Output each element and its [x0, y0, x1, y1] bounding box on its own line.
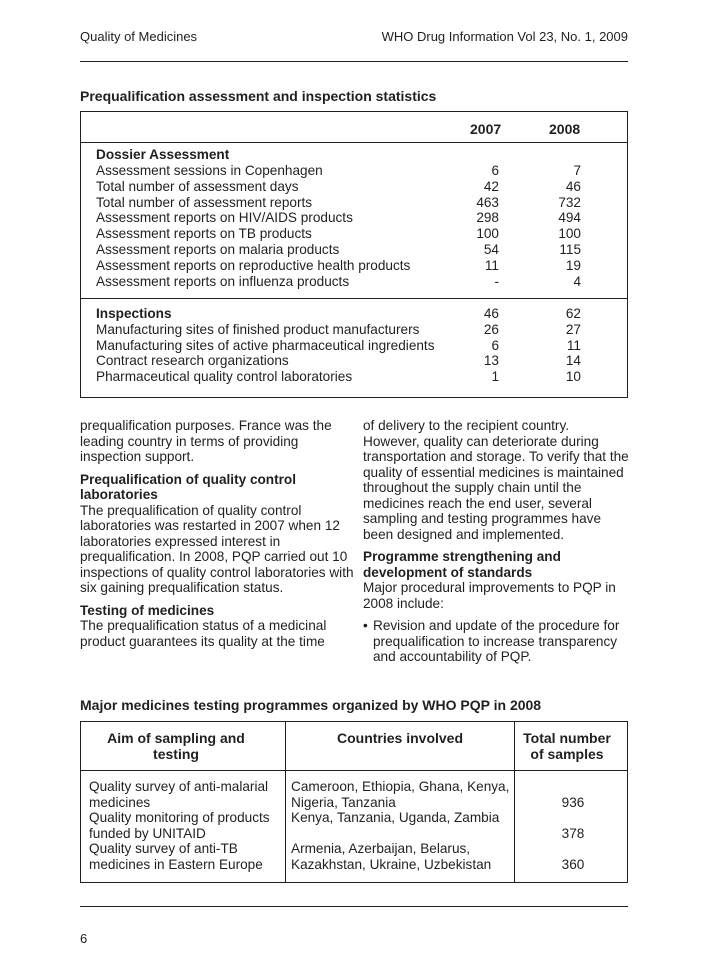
body-right-column: [363, 418, 629, 665]
testing-table-title: Major medicines testing programmes organized by WHO PQP in 2008: [80, 697, 542, 713]
dossier-row-label: Assessment reports on TB products: [96, 226, 312, 242]
header-rule: [80, 61, 628, 62]
col-header-aim: Aim of sampling and testing: [107, 730, 245, 762]
testing-row-aim: Quality survey of anti-malarial medicines: [89, 779, 269, 810]
dossier-row-2007: 42: [483, 178, 499, 194]
dossier-row-label: Assessment reports on malaria products: [96, 242, 340, 257]
inspection-row-2007: 13: [483, 353, 499, 369]
body-left-column: [80, 418, 355, 656]
bullet-text: Revision and update of the procedure for prequalification to increase transparency and accountability of PQP.: [373, 618, 620, 664]
dossier-row-2007: 54: [483, 242, 499, 257]
stats-table-title: Prequalification assessment and inspection statistics: [80, 88, 437, 104]
dossier-row-label: Assessment reports on influenza products: [96, 273, 350, 289]
dossier-row-label: Total number of assessment reports: [96, 194, 313, 210]
dossier-row-2008: 19: [565, 257, 581, 273]
dossier-heading: Dossier Assessment: [96, 147, 230, 162]
dossier-row-2008: 115: [559, 242, 581, 257]
inspection-row-label: Manufacturing sites of finished product manufacturers: [96, 321, 420, 337]
testing-row-countries: Armenia, Azerbaijan, Belarus, Kazakhstan, Ukraine, Uzbekistan: [291, 841, 492, 872]
dossier-row-2008: 100: [558, 226, 581, 242]
right-section-standards: [363, 549, 629, 611]
bullet-item: [363, 618, 629, 665]
dossier-row-label: Assessment reports on reproductive health products: [96, 257, 411, 273]
right-paragraph-1: of delivery to the recipient country. However, quality can deteriorate during transportation and storage. To verify that the quality of essential medicines is maintained throughout the supply chain until the medicines reach the end user, several sampling and testing programmes have been designed and implemented.: [363, 418, 629, 542]
left-section-testing: [80, 603, 355, 650]
dossier-row-2008: 494: [558, 210, 581, 226]
dossier-row-2008: 732: [558, 194, 581, 210]
inspection-row-2007: 1: [491, 369, 499, 385]
dossier-row-label: Assessment sessions in Copenhagen: [96, 163, 323, 178]
stats-header-divider: [81, 142, 627, 143]
testing-row-total: 378: [561, 825, 585, 841]
page-number: 6: [80, 931, 88, 946]
testing-row-aim: Quality monitoring of products funded by UNITAID: [89, 810, 270, 841]
inspection-row-2008: 11: [566, 337, 581, 353]
col-header-total: Total number of samples: [523, 730, 611, 762]
inspection-row-2008: 10: [565, 369, 581, 385]
right-heading-standards: Programme strengthening and development of standards: [363, 549, 561, 580]
left-paragraph-2: The prequalification of quality control laboratories was restarted in 2007 when 12 laboratories expressed interest in prequalification. In 2008, PQP carried out 10 inspections of quality control laboratories with six gaining prequalification status.: [80, 502, 354, 595]
footer-rule: [80, 906, 628, 907]
testing-row-countries: Kenya, Tanzania, Uganda, Zambia: [291, 810, 500, 826]
left-paragraph-3: The prequalification status of a medicinal product guarantees its quality at the time: [80, 618, 327, 649]
inspections-heading: Inspections: [96, 306, 172, 321]
dossier-row-2008: 4: [573, 273, 581, 289]
running-header-left: Quality of Medicines: [80, 29, 198, 44]
inspection-row-2008: 14: [565, 353, 581, 369]
inspections-total-2007: 46: [483, 306, 499, 321]
left-heading-labs: Prequalification of quality control laboratories: [80, 471, 297, 502]
dossier-row-2007: -: [494, 273, 499, 289]
year-2007-header: 2007: [470, 121, 502, 137]
testing-row-total: 936: [561, 794, 585, 810]
testing-row-aim: Quality survey of anti-TB medicines in Eastern Europe: [89, 841, 263, 872]
dossier-row-2007: 11: [484, 257, 499, 273]
testing-table: [80, 721, 628, 883]
inspection-row-label: Contract research organizations: [96, 353, 289, 369]
dossier-row-2007: 6: [491, 163, 499, 178]
testing-header-divider: [81, 770, 627, 771]
left-heading-testing: Testing of medicines: [80, 602, 215, 618]
dossier-row-2008: 46: [565, 178, 581, 194]
bullet-mark: •: [363, 618, 368, 633]
dossier-row-2007: 298: [476, 210, 499, 226]
dossier-row-label: Total number of assessment days: [96, 178, 299, 194]
dossier-row-2008: 7: [573, 163, 581, 178]
left-section-lab: [80, 472, 355, 596]
testing-row-countries: Cameroon, Ethiopia, Ghana, Kenya, Nigeria, Tanzania: [291, 779, 510, 810]
dossier-row-2007: 463: [476, 194, 499, 210]
inspection-row-label: Manufacturing sites of active pharmaceutical ingredients: [96, 337, 435, 353]
testing-col-divider-2: [514, 722, 515, 882]
dossier-row-2007: 100: [476, 226, 499, 242]
stats-table: [80, 111, 628, 398]
col-header-countries: Countries involved: [336, 730, 464, 746]
left-paragraph-1: prequalification purposes. France was the leading country in terms of providing inspection support.: [80, 418, 332, 464]
testing-row-total: 360: [561, 857, 585, 872]
year-2008-header: 2008: [549, 121, 581, 137]
inspections-total-2008: 62: [565, 306, 581, 321]
stats-section-divider: [81, 298, 627, 299]
inspection-row-2007: 6: [491, 337, 499, 353]
right-paragraph-2: Major procedural improvements to PQP in 2008 include:: [363, 580, 616, 611]
inspection-row-2007: 26: [483, 321, 499, 337]
inspection-row-label: Pharmaceutical quality control laboratories: [96, 369, 353, 385]
dossier-row-label: Assessment reports on HIV/AIDS products: [96, 210, 353, 226]
running-header-right: WHO Drug Information Vol 23, No. 1, 2009: [381, 29, 628, 44]
inspection-row-2008: 27: [565, 321, 581, 337]
